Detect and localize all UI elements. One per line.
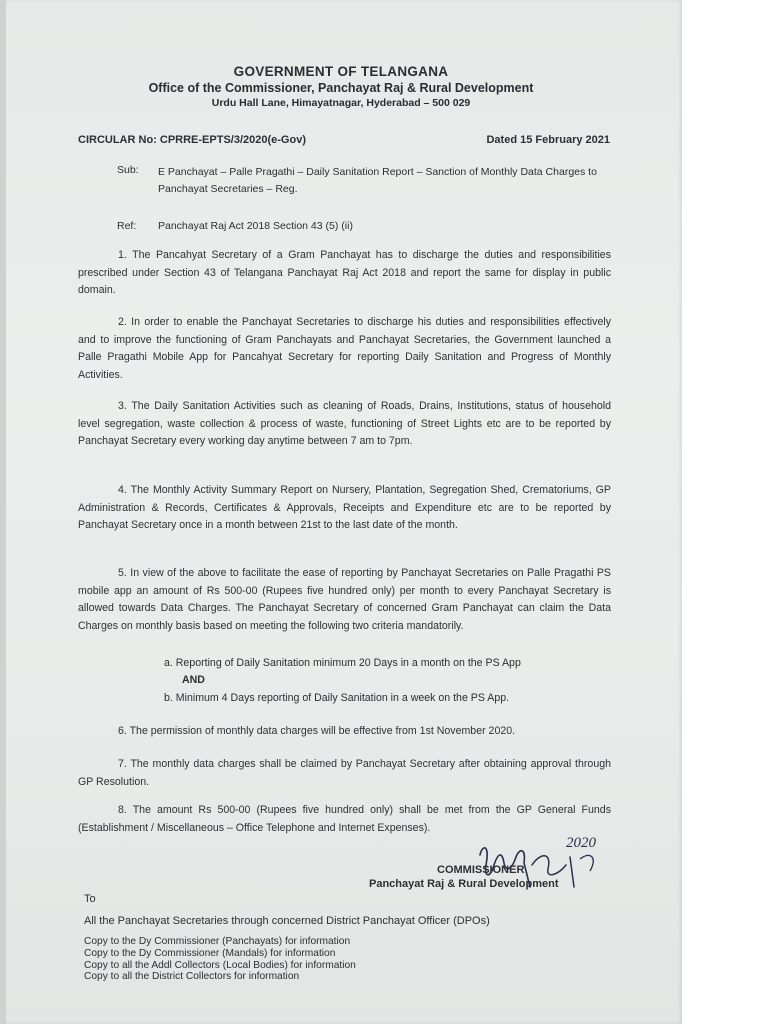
office-heading: Office of the Commissioner, Panchayat Raj & Rural Development xyxy=(148,81,534,95)
subject-label: Sub: xyxy=(117,164,139,176)
circular-number: CIRCULAR No: CPRRE-EPTS/3/2020(e-Gov) xyxy=(78,134,306,146)
copy-to-list xyxy=(84,936,356,983)
copy-to-item: Copy to the Dy Commissioner (Panchayats) for information xyxy=(84,936,351,947)
paragraph-7: 7. The monthly data charges shall be claimed by Panchayat Secretary after obtaining approval through GP Resolution. xyxy=(78,758,611,788)
paragraph-8: 8. The amount Rs 500-00 (Rupees five hundred only) shall be met from the GP General Funds (Establishment / Miscellaneous – Office Telephone and Internet Expenses). xyxy=(78,804,611,834)
paragraph-5: 5. In view of the above to facilitate the ease of reporting by Panchayat Secretaries on Palle Pragathi PS mobile app an amount of Rs 500-00 (Rupees five hundred only) per month to every Panchayat Secretary is allowed towards Data Charges. The Panchayat Secretary of concerned Gram Panchayat can claim the Data Charges on monthly basis based on meeting the following two criteria mandatorily. xyxy=(78,567,611,632)
handwritten-date: 2020 xyxy=(566,835,596,851)
criteria-a: a. Reporting of Daily Sanitation minimum 20 Days in a month on the PS App xyxy=(164,657,521,669)
govt-heading: GOVERNMENT OF TELANGANA xyxy=(233,64,449,79)
reference-text: Panchayat Raj Act 2018 Section 43 (5) (ii) xyxy=(158,220,353,232)
copy-to-item: Copy to all the Addl Collectors (Local Bodies) for information xyxy=(84,959,356,971)
to-label: To xyxy=(84,893,96,905)
paragraph-1: 1. The Pancahyat Secretary of a Gram Panchayat has to discharge the duties and responsibilities prescribed under Section 43 of Telangana Panchayat Raj Act 2018 and report the same for display in public domain. xyxy=(78,249,611,296)
circular-date: Dated 15 February 2021 xyxy=(486,134,610,146)
copy-to-item: Copy to all the District Collectors for information xyxy=(84,971,300,983)
subject-text: E Panchayat – Palle Pragathi – Daily Sanitation Report – Sanction of Monthly Data Charges to Panchayat Secretaries – Reg. xyxy=(158,166,597,195)
copy-to-item: Copy to the Dy Commissioner (Mandals) for information xyxy=(84,947,336,959)
paragraph-4: 4. The Monthly Activity Summary Report on Nursery, Plantation, Segregation Shed, Crematoriums, GP Administration & Records, Certificates & Approvals, Receipts and Expenditure etc are to be reported by Panchayat Secretary once in a month between 21st to the last date of the month. xyxy=(78,484,611,531)
criteria-and: AND xyxy=(182,674,205,686)
signatory-department: Panchayat Raj & Rural Development xyxy=(369,878,559,890)
paragraph-6: 6. The permission of monthly data charges will be effective from 1st November 2020. xyxy=(118,725,516,737)
page-left-edge xyxy=(0,0,6,1024)
paragraph-2: 2. In order to enable the Panchayat Secretaries to discharge his duties and responsibilities effectively and to improve the functioning of Gram Panchayats and Panchayat Secretaries, the Government launched a Palle Pragathi Mobile App for Pancahyat Secretary for reporting Daily Sanitation and Progress of Monthly Activities. xyxy=(78,316,611,381)
signatory-title: COMMISSIONER xyxy=(437,864,525,876)
to-recipients: All the Panchayat Secretaries through concerned District Panchayat Officer (DPOs) xyxy=(84,915,490,927)
paragraph-3: 3. The Daily Sanitation Activities such as cleaning of Roads, Drains, Institutions, status of household level segregation, waste collection & process of waste, functioning of Street Lights etc are to be reported by Panchayat Secretary every working day anytime between 7 am to 7pm. xyxy=(78,400,611,447)
reference-label: Ref: xyxy=(117,220,137,232)
criteria-b: b. Minimum 4 Days reporting of Daily Sanitation in a week on the PS App. xyxy=(164,692,510,704)
office-address: Urdu Hall Lane, Himayatnagar, Hyderabad – 500 029 xyxy=(211,97,471,109)
